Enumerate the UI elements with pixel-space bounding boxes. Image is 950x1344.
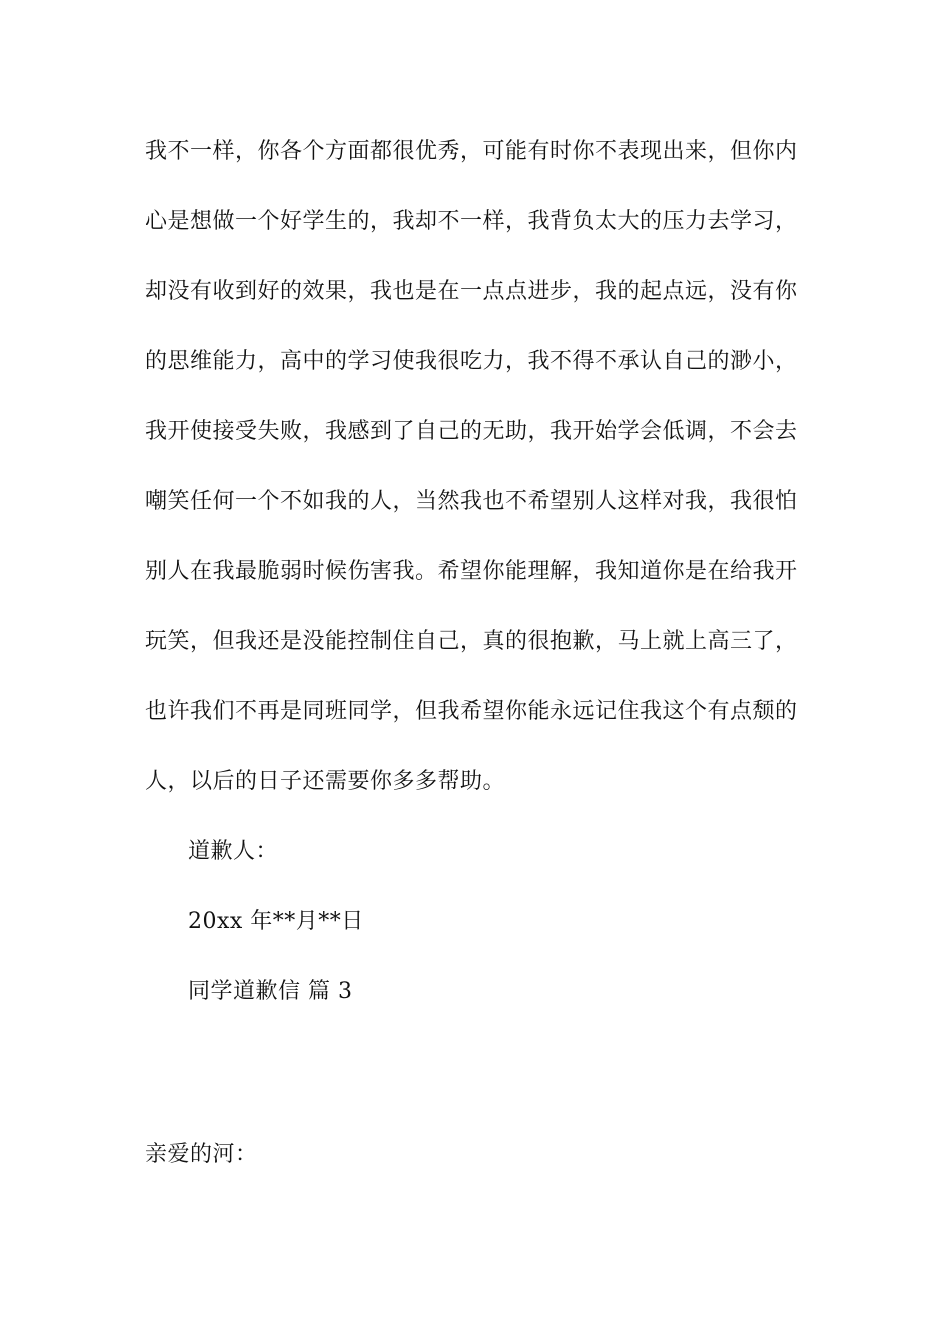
salutation: 亲爱的河： (145, 1142, 258, 1167)
body-line-7: 别人在我最脆弱时候伤害我。希望你能理解，我知道你是在给我开 (145, 559, 798, 584)
body-line-1: 我不一样，你各个方面都很优秀，可能有时你不表现出来，但你内 (145, 139, 798, 164)
body-line-5: 我开使接受失败，我感到了自己的无助，我开始学会低调，不会去 (145, 419, 798, 444)
body-line-6: 嘲笑任何一个不如我的人，当然我也不希望别人这样对我，我很怕 (145, 489, 798, 514)
body-line-4: 的思维能力，高中的学习使我很吃力，我不得不承认自己的渺小， (145, 349, 798, 374)
letter-date: 20xx 年**月**日 (188, 909, 364, 934)
body-line-8: 玩笑，但我还是没能控制住自己，真的很抱歉，马上就上高三了， (145, 629, 798, 654)
body-line-9: 也许我们不再是同班同学，但我希望你能永远记住我这个有点颓的 (145, 699, 798, 724)
body-line-3: 却没有收到好的效果，我也是在一点点进步，我的起点远，没有你 (145, 279, 798, 304)
section-heading: 同学道歉信 篇 3 (188, 979, 353, 1004)
signature-label: 道歉人： (188, 839, 279, 864)
body-line-2: 心是想做一个好学生的，我却不一样，我背负太大的压力去学习， (145, 209, 798, 234)
body-line-10: 人，以后的日子还需要你多多帮助。 (145, 769, 506, 794)
